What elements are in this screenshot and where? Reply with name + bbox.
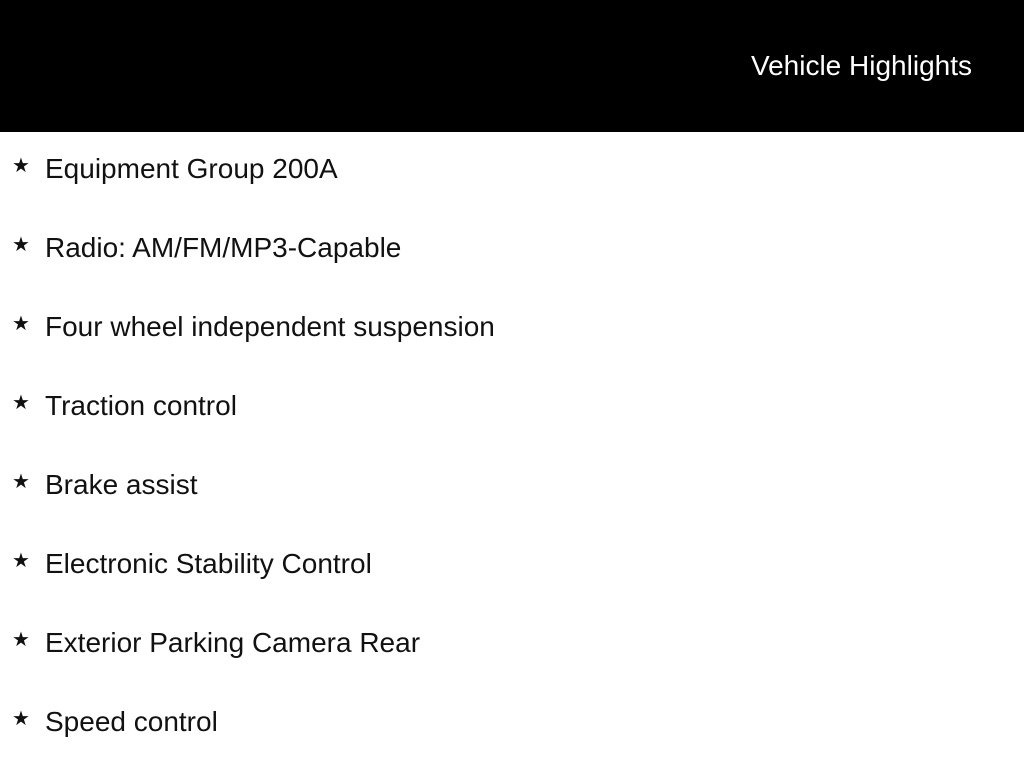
list-item <box>0 211 1024 290</box>
page-title: Vehicle Highlights <box>750 50 972 81</box>
list-item-label: Exterior Parking Camera Rear <box>45 627 421 658</box>
star-icon: ★ <box>12 234 30 256</box>
star-icon: ★ <box>12 629 30 651</box>
list-item-label: Four wheel independent suspension <box>45 311 495 342</box>
star-icon: ★ <box>12 313 30 335</box>
star-icon: ★ <box>12 155 30 177</box>
list-item <box>0 685 1024 764</box>
list-item-label: Traction control <box>45 390 237 421</box>
star-icon: ★ <box>12 550 30 572</box>
list-item-label: Radio: AM/FM/MP3-Capable <box>45 232 402 263</box>
list-item-label: Electronic Stability Control <box>45 548 372 579</box>
star-icon: ★ <box>12 471 30 493</box>
list-item-label: Speed control <box>45 706 218 737</box>
list-item <box>0 527 1024 606</box>
list-item-label: Brake assist <box>45 469 198 500</box>
vehicle-highlights-list <box>0 132 1024 768</box>
header-bar <box>0 0 1024 132</box>
list-item-label: Equipment Group 200A <box>45 153 338 184</box>
list-item <box>0 369 1024 448</box>
list-item <box>0 448 1024 527</box>
star-icon: ★ <box>12 392 30 414</box>
star-icon: ★ <box>12 708 30 730</box>
list-item <box>0 132 1024 211</box>
list-item <box>0 606 1024 685</box>
list-item <box>0 290 1024 369</box>
